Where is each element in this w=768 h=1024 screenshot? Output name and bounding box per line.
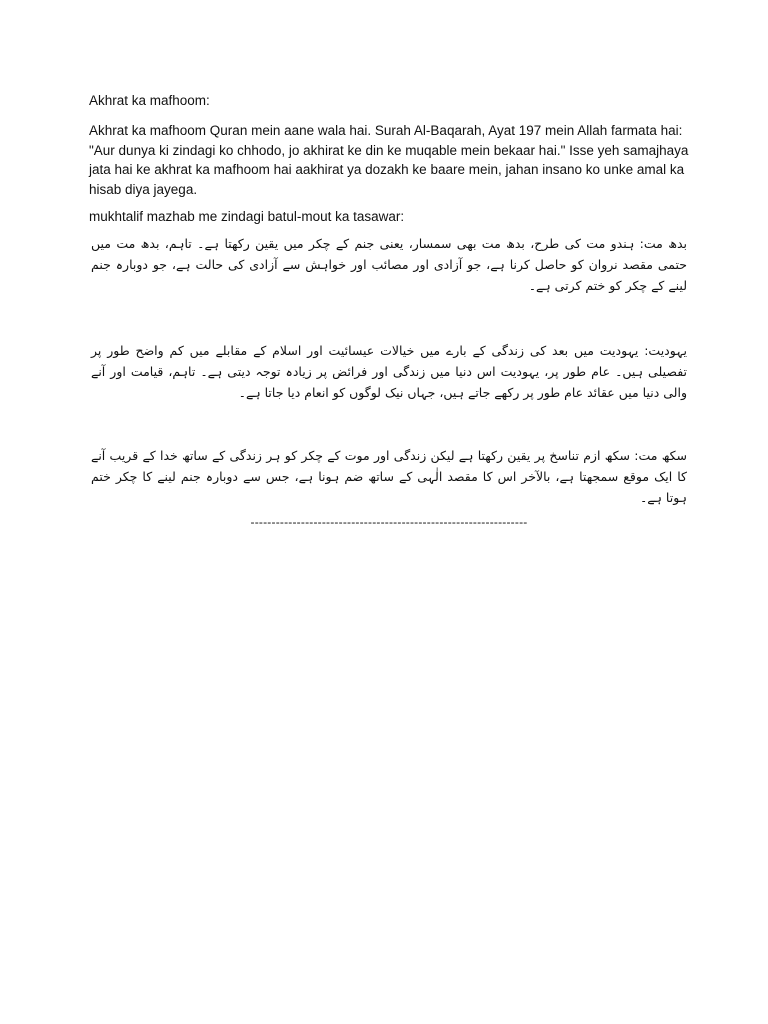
- document-content: [89, 91, 689, 530]
- section-subheading: mukhtalif mazhab me zindagi batul-mout ka tasawar:: [89, 209, 405, 224]
- urdu-paragraph-buddhism: بدھ مت: ہندو مت کی طرح، بدھ مت بھی سمسار، یعنی جنم کے چکر میں یقین رکھتا ہے۔ تاہم، بدھ مت میں حتمی مقصد نروان کو حاصل کرنا ہے، جو آزادی اور مصائب اور خواہش سے آزادی کی حالت ہے، جو دوبارہ جنم لینے کے چکر کو ختم کرتی ہے۔: [91, 236, 687, 293]
- section-divider: ------------------------------------------------------------------: [250, 515, 528, 529]
- urdu-paragraph-sikhism: سکھ مت: سکھ ازم تناسخ پر یقین رکھتا ہے لیکن زندگی اور موت کے چکر کو ہر زندگی کے ساتھ خدا کے قریب آنے کا ایک موقع سمجھتا ہے، بالآخر اس کا مقصد الٰہی کے ساتھ ضم ہونا ہے، جس سے دوبارہ جنم لینے کا چکر ختم ہوتا ہے۔: [91, 448, 687, 505]
- urdu-paragraph-judaism: یہودیت: یہودیت میں بعد کی زندگی کے بارے میں خیالات عیسائیت اور اسلام کے مقابلے میں کم واضح طور پر تفصیلی ہیں۔ عام طور پر، یہودیت اس دنیا میں زندگی اور فرائض پر زیادہ توجہ دیتی ہے۔ تاہم، قیامت اور آنے والی دنیا میں عقائد عام طور پر رکھے جاتے ہیں، جہاں نیک لوگوں کو انعام دیا جاتا ہے۔: [91, 343, 687, 400]
- page-title: Akhrat ka mafhoom:: [89, 93, 210, 108]
- intro-paragraph: Akhrat ka mafhoom Quran mein aane wala hai. Surah Al-Baqarah, Ayat 197 mein Allah farmata hai: "Aur dunya ki zindagi ko chhodo, jo akhirat ke din ke muqable mein bekaar hai." Isse yeh samajhaya jata hai ke akhrat ka mafhoom hai aakhirat ya dozakh ke baare mein, jahan insano ko unke amal ka hisab diya jayega.: [89, 123, 689, 197]
